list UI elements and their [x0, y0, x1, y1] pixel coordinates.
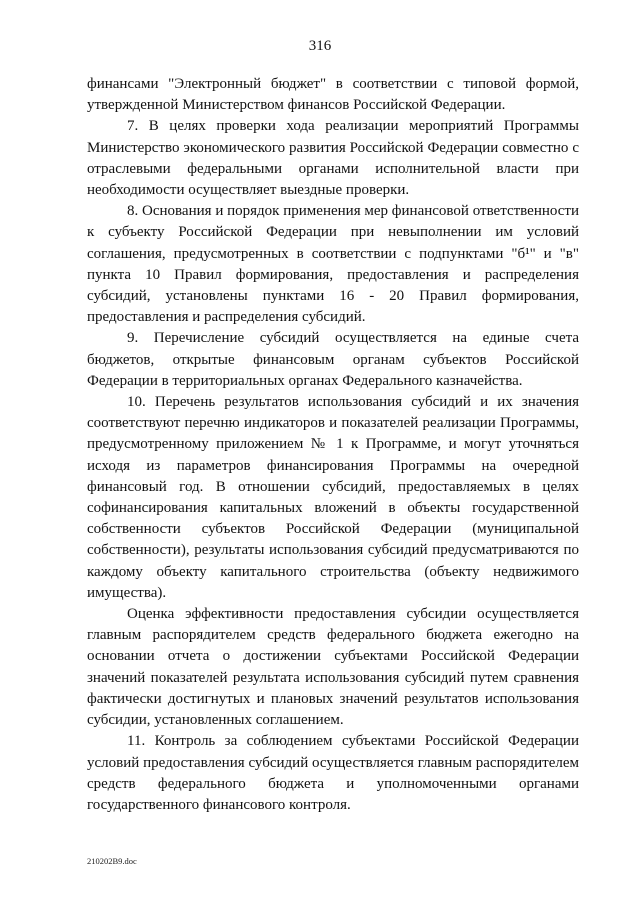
paragraph-evaluation: Оценка эффективности предоставления субсидии осуществляется главным распорядителем средств федерального бюджета ежегодно на основании отчета о достижении субъектами Российской Федерации значений показателей результата использования субсидий путем сравнения фактически достигнутых и плановых значений результатов использования субсидии, установленных соглашением.	[87, 606, 579, 729]
paragraph-item-10: 10. Перечень результатов использования субсидий и их значения соответствуют перечню индикаторов и показателей реализации Программы, предусмотренному приложением № 1 к Программе, и могут уточняться исходя из параметров финансирования Программы на очередной финансовый год. В отношении субсидий, предоставляемых в целях софинансирования капитальных вложений в объекты государственной собственности субъектов Российской Федерации (муниципальной собственности), результаты использования субсидий предусматриваются по каждому объекту капитального строительства (объекту недвижимого имущества).	[87, 394, 579, 601]
file-name-footer: 210202В9.doc	[87, 856, 137, 866]
document-body	[87, 74, 579, 816]
page-number: 316	[308, 38, 332, 54]
paragraph-item-11: 11. Контроль за соблюдением субъектами Российской Федерации условий предоставления субсидий осуществляется главным распорядителем средств федерального бюджета и уполномоченными органами государственного финансового контроля.	[87, 733, 579, 813]
paragraph-continuation: финансами "Электронный бюджет" в соответствии с типовой формой, утвержденной Министерством финансов Российской Федерации.	[87, 76, 579, 114]
paragraph-item-7: 7. В целях проверки хода реализации мероприятий Программы Министерство экономического развития Российской Федерации совместно с отраслевыми федеральными органами исполнительной власти при необходимости осуществляет выездные проверки.	[87, 118, 579, 199]
paragraph-item-9: 9. Перечисление субсидий осуществляется на единые счета бюджетов, открытые финансовым органам субъектов Российской Федерации в территориальных органах Федерального казначейства.	[87, 330, 579, 389]
paragraph-item-8: 8. Основания и порядок применения мер финансовой ответственности к субъекту Российской Федерации при невыполнении им условий соглашения, предусмотренных в соответствии с подпунктами "б¹" и "в" пункта 10 Правил формирования, предоставления и распределения субсидий, установлены пунктами 16 - 20 Правил формирования, предоставления и распределения субсидий.	[87, 203, 579, 326]
